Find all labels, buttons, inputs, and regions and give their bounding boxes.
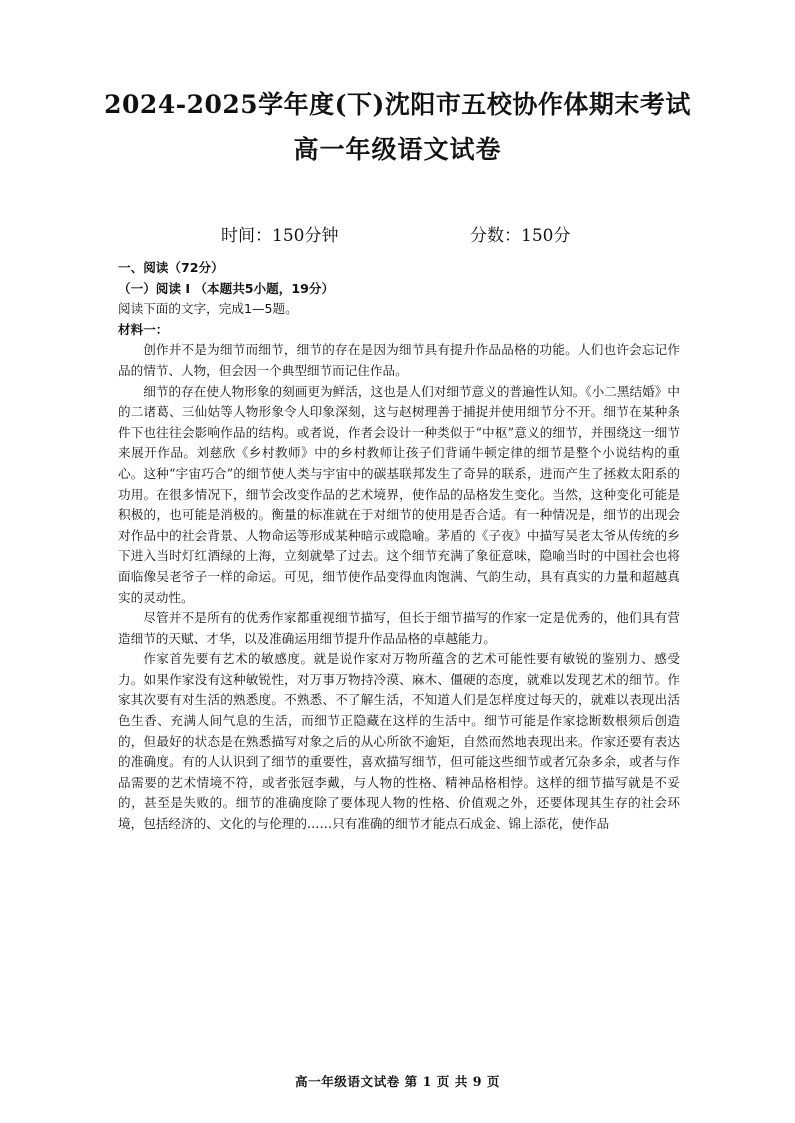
paragraph-2: 细节的存在使人物形象的刻画更为鲜活，这也是人们对细节意义的普遍性认知。《小二黑结婚》中的二诸葛、三仙姑等人物形象令人印象深刻，这与赵树理善于捕捉并使用细节分不开。细节在某种条件下也往往会影响作品的结构。或者说，作者会设计一种类似于“中枢”意义的细节，并围绕这一细节来展开作品。刘慈欣《乡村教师》中的乡村教师让孩子们背诵牛顿定律的细节是整个小说结构的重心。这种“宇宙巧合”的细节使人类与宇宙中的碳基联邦发生了奇异的联系，进而产生了拯救太阳系的功用。在很多情况下，细节会改变作品的艺术境界，使作品的品格发生变化。当然，这种变化可能是积极的，也可能是消极的。衡量的标准就在于对细节的使用是否合适。有一种情况是，细节的出现会对作品中的社会背景、人物命运等形成某种暗示或隐喻。茅盾的《子夜》中描写吴老太爷从传统的乡下进入当时灯红酒绿的上海，立刻就晕了过去。这个细节充满了象征意味，隐喻当时的中国社会也将面临像吴老爷子一样的命运。可见，细节使作品变得血肉饱满、气韵生动，具有真实的力量和超越真实的灵动性。 bbox=[118, 383, 680, 605]
reading-instruction: 阅读下面的文字，完成1—5题。 bbox=[118, 301, 298, 317]
paragraph-4: 作家首先要有艺术的敏感度。就是说作家对万物所蕴含的艺术可能性要有敏锐的鉴别力、感受力。如果作家没有这种敏锐性，对万事万物持冷漠、麻木、僵硬的态度，就难以发现艺术的细节。作家其次要有对生活的熟悉度。不熟悉、不了解生活，不知道人们是怎样度过每天的，就难以表现出活色生香、充满人间气息的生活，而细节正隐藏在这样的生活中。细节可能是作家捻断数根须后创造的，但最好的状态是在熟悉描写对象之后的从心所欲不逾矩，自然而然地表现出来。作家还要有表达的准确度。有的人认识到了细节的重要性，喜欢描写细节，但可能这些细节或者冗杂多余，或者与作品需要的艺术情境不符，或者张冠李戴，与人物的性格、精神品格相悖。这样的细节描写就是不妥的，甚至是失败的。细节的准确度除了要体现人物的性格、价值观之外，还要体现其生存的社会环境，包括经济的、文化的与伦理的……只有准确的细节才能点石成金、锦上添花，使作品 bbox=[118, 651, 680, 832]
exam-score: 分数：150分 bbox=[470, 226, 571, 246]
exam-subtitle: 高一年级语文试卷 bbox=[293, 135, 502, 164]
exam-title: 2024-2025学年度(下)沈阳市五校协作体期末考试 bbox=[104, 90, 691, 119]
page-footer: 高一年级语文试卷 第 1 页 共 9 页 bbox=[295, 1074, 500, 1089]
exam-time: 时间：150分钟 bbox=[221, 226, 339, 246]
section-heading: 一、阅读（72分） bbox=[118, 260, 224, 275]
paragraph-1: 创作并不是为细节而细节，细节的存在是因为细节具有提升作品品格的功能。人们也许会忘记作品的情节、人物，但会因一个典型细节而记住作品。 bbox=[118, 342, 680, 378]
material-label: 材料一： bbox=[118, 321, 169, 337]
reading-section bbox=[118, 258, 680, 835]
paragraph-3: 尽管并不是所有的优秀作家都重视细节描写，但长于细节描写的作家一定是优秀的，他们具有营造细节的天赋、才华，以及准确运用细节提升作品品格的卓越能力。 bbox=[118, 610, 680, 646]
subsection-heading: （一）阅读 I （本题共5小题，19分） bbox=[118, 280, 335, 296]
